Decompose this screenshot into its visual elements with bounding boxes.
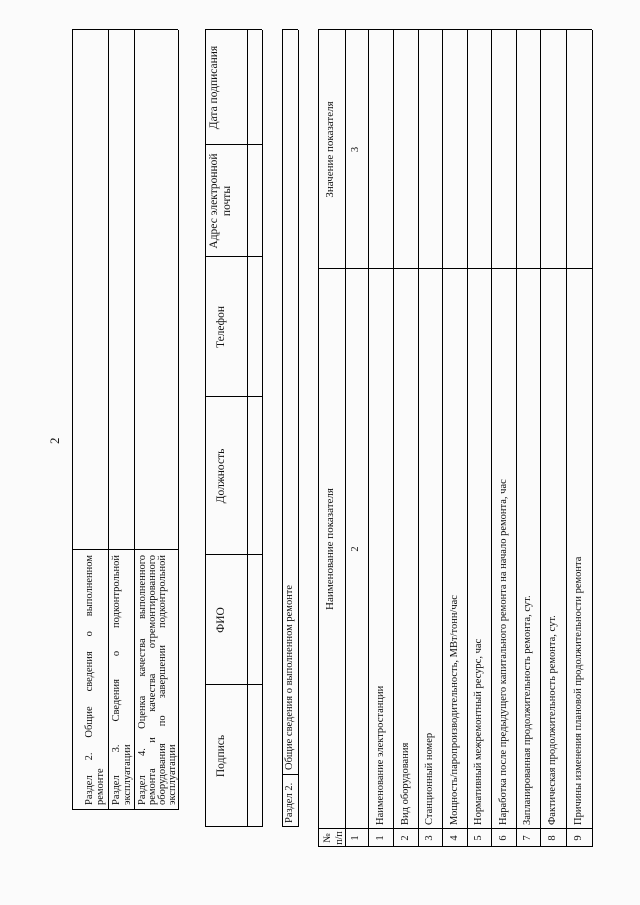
- signatures-table-header-divider: [247, 30, 248, 827]
- section-2-title-divider: [282, 774, 298, 775]
- row-9-number: 9: [573, 835, 584, 841]
- table-row-divider: [442, 30, 443, 847]
- indicators-col-numbers-divider: [368, 30, 369, 847]
- table-row-divider: [418, 30, 419, 847]
- table-row-divider: [566, 30, 567, 847]
- section-4-line-1: Раздел 4. Оценка качества выполненного: [137, 555, 148, 805]
- row-6-number: 6: [498, 835, 509, 841]
- section-2-title-bottom-border: [298, 30, 299, 827]
- row-3-number: 3: [424, 835, 435, 841]
- header-indicator-value: Значение показателя: [324, 101, 336, 198]
- section-2-label: Раздел 2.: [284, 782, 295, 823]
- header-email: Адрес электронной почты: [208, 153, 234, 249]
- section-3-line-1: Раздел 3. Сведения о подконтрольной: [111, 555, 122, 805]
- table-row-divider: [540, 30, 541, 847]
- section-4-line-3: оборудования по завершении подконтрольной: [157, 555, 168, 805]
- section-2-heading: Общие сведения о выполненном ремонте: [284, 584, 295, 770]
- col-number-2: 2: [350, 546, 361, 552]
- row-1-number: 1: [375, 835, 386, 841]
- indicators-table-header-divider: [345, 30, 346, 847]
- row-2-name: Вид оборудования: [400, 742, 411, 825]
- header-full-name: ФИО: [215, 607, 227, 633]
- sections-table-left-border: [72, 809, 178, 810]
- section-2-title-right-border: [282, 29, 298, 30]
- header-number: № п/п: [322, 831, 345, 845]
- sections-table-row-divider: [108, 30, 109, 810]
- signatures-table-column-divider: [205, 684, 262, 685]
- sections-table-right-border: [72, 29, 178, 30]
- row-5-name: Нормативный межремонтный ресурс, час: [473, 638, 484, 825]
- row-3-name: Станционный номер: [424, 732, 435, 825]
- row-8-name: Фактическая продолжительность ремонта, сут.: [547, 615, 558, 825]
- row-1-name: Наименование электростанции: [375, 685, 386, 825]
- sections-table-top-border: [72, 30, 73, 810]
- signatures-table-column-divider: [205, 554, 262, 555]
- row-7-number: 7: [522, 835, 533, 841]
- signatures-table-top-border: [205, 30, 206, 827]
- section-4-line-2: ремонта и качества отремонтированного: [147, 555, 158, 805]
- section-2-line-1: Раздел 2. Общие сведения о выполненном: [84, 555, 95, 805]
- signatures-table-left-border: [205, 826, 262, 827]
- row-8-number: 8: [547, 835, 558, 841]
- table-row-divider: [467, 30, 468, 847]
- col-number-1: 1: [350, 835, 361, 841]
- table-row-divider: [491, 30, 492, 847]
- header-position: Должность: [215, 448, 227, 504]
- page-number: 2: [47, 437, 62, 444]
- table-row-divider: [516, 30, 517, 847]
- section-3-line-2: эксплуатации: [122, 744, 133, 805]
- section-2-line-2: ремонте: [95, 768, 106, 805]
- header-phone: Телефон: [215, 305, 227, 349]
- indicators-table-bottom-border: [592, 30, 593, 847]
- section-2-title-left-border: [282, 826, 298, 827]
- section-4-line-4: эксплуатации: [167, 744, 178, 805]
- col-number-3: 3: [350, 146, 361, 153]
- row-4-number: 4: [449, 835, 460, 841]
- row-9-name: Причины изменения плановой продолжительности ремонта: [573, 556, 584, 825]
- header-signature: Подпись: [215, 734, 227, 778]
- row-5-number: 5: [473, 835, 484, 841]
- indicators-table-top-border: [318, 30, 319, 847]
- sections-table-row-divider: [134, 30, 135, 810]
- sections-table-bottom-border: [178, 30, 179, 810]
- row-6-name: Наработка после предыдущего капитального ремонта на начало ремонта, час: [498, 479, 509, 825]
- row-4-name: Мощность/паропроизводительность, МВт/тонн/час: [449, 595, 460, 825]
- signatures-table-column-divider: [205, 396, 262, 397]
- header-signing-date: Дата подписания: [208, 45, 220, 130]
- section-2-title-top-border: [282, 30, 283, 827]
- table-row-divider: [393, 30, 394, 847]
- sections-table-column-divider: [72, 549, 178, 550]
- row-2-number: 2: [400, 835, 411, 841]
- signatures-table-bottom-border: [262, 30, 263, 827]
- row-7-name: Запланированная продолжительность ремонта, сут.: [522, 595, 533, 825]
- header-indicator-name: Наименование показателя: [324, 488, 336, 610]
